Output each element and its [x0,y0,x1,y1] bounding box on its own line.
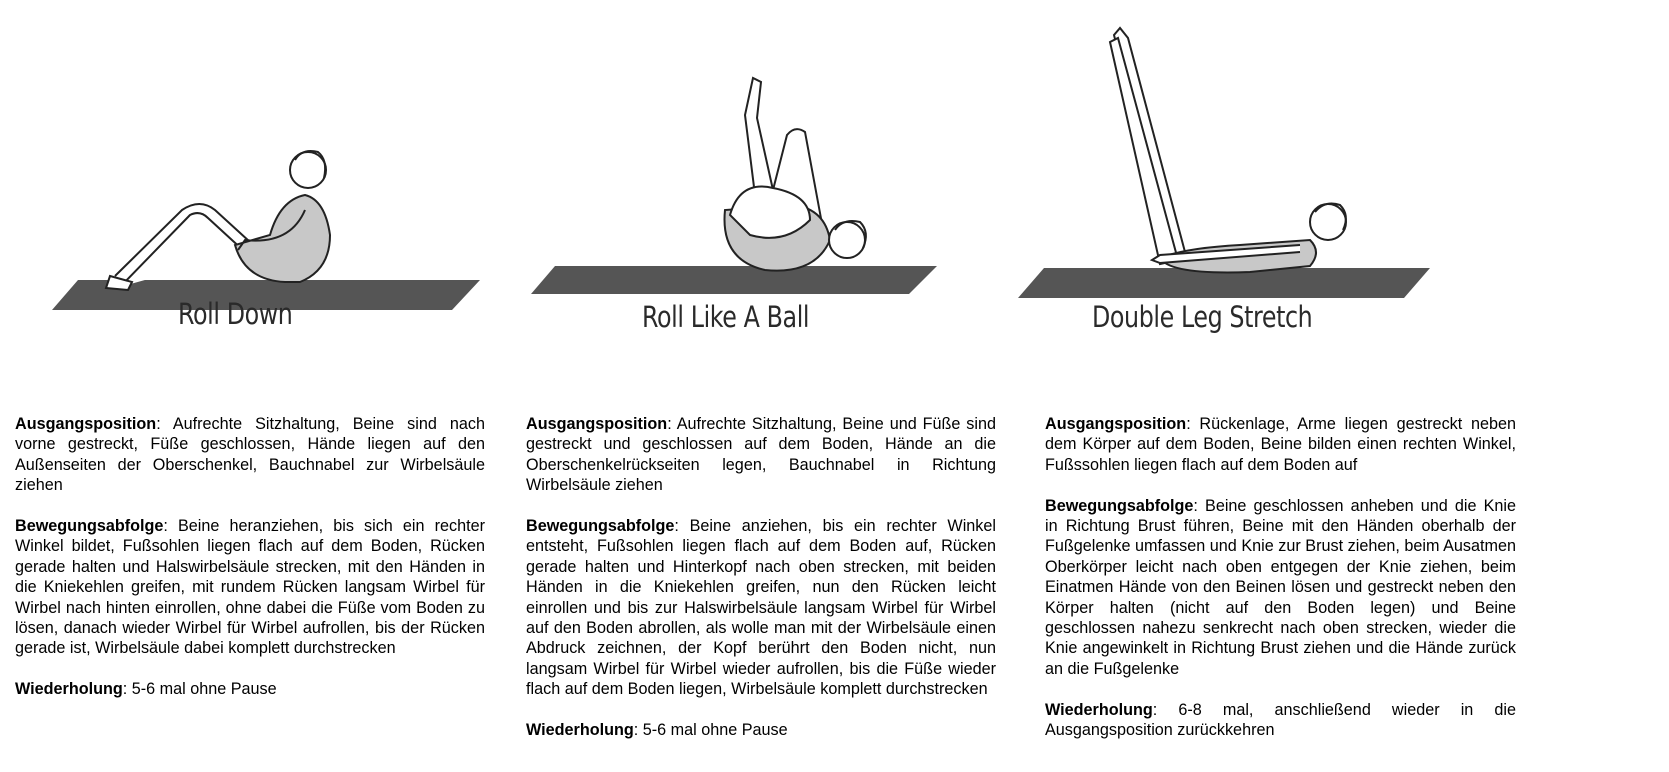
start-position-paragraph [526,414,996,496]
repetition-label: Wiederholung [15,680,123,699]
repetition-text: : 6-8 mal, anschließend wieder in die Ausgangsposition zurückkehren [1045,700,1516,740]
exercise-caption: Roll Down [178,297,293,331]
start-position-text: : Aufrechte Sitzhaltung, Beine sind nach vorne gestreckt, Füße geschlossen, Hände liegen auf den Außenseiten der Oberschenkel, Bauchnabel zur Wirbelsäule ziehen [15,415,485,495]
double-leg-stretch-illustration [1010,20,1450,305]
exercise-mat [531,266,937,294]
motion-sequence-paragraph [15,516,485,659]
exercise-description-roll-like-a-ball [526,414,996,761]
motion-sequence-paragraph [526,516,996,700]
torso [235,195,330,282]
leg [1110,38,1178,264]
head [290,152,326,188]
start-position-paragraph [15,414,485,496]
exercise-caption: Double Leg Stretch [1092,300,1313,334]
repetition-text: : 5-6 mal ohne Pause [633,721,788,740]
repetition-label: Wiederholung [1045,700,1153,719]
motion-sequence-label: Bewegungsabfolge [1045,496,1194,515]
start-position-text: : Rückenlage, Arme liegen gestreckt neben dem Körper auf dem Boden, Beine bilden einen rechten Winkel, Fußssohlen liegen flach auf dem Boden auf [1045,415,1516,474]
motion-sequence-text: : Beine heranziehen, bis sich ein rechter Winkel bildet, Fußsohlen liegen flach auf dem Boden, Rücken gerade halten und Halswirbelsäule strecken, mit den Händen in die Kniekehlen greifen, mit rundem Rücken langsam Wirbel für Wirbel nach hinten einrollen, ohne dabei die Füße vom Boden zu lösen, danach wieder Wirbel für Wirbel aufrollen, bis der Rücken gerade ist, Wirbelsäule dabei komplett durchstrecken [15,517,485,658]
motion-sequence-label: Bewegungsabfolge [15,517,164,536]
motion-sequence-label: Bewegungsabfolge [526,517,675,536]
motion-sequence-text: : Beine anziehen, bis ein rechter Winkel entsteht, Fußsohlen liegen flach auf dem Boden auf, Rücken gerade halten und Hinterkopf nach oben strecken, mit beiden Händen in die Kniekehlen greifen, nun den Rücken leicht einrollen und bis zur Halswirbelsäule langsam Wirbel für Wirbel auf den Boden abrollen, als wolle man mit der Wirbelsäule einen Abdruck zeichnen, der Kopf berührt den Boden nicht, nun langsam Wirbel für Wirbel wieder aufrollen, bis die Füße wieder flach auf dem Boden liegen, Wirbelsäule komplett durchstrecken [526,517,996,699]
head [829,222,865,258]
exercise-caption: Roll Like A Ball [642,300,810,334]
start-position-label: Ausgangsposition [1045,415,1187,433]
exercise-description-roll-down [15,414,485,720]
start-position-paragraph [1045,414,1516,475]
motion-sequence-paragraph [1045,496,1516,680]
exercise-description-double-leg-stretch [1045,414,1516,761]
head [1310,204,1346,240]
roll-like-a-ball-illustration [525,70,945,310]
leg [745,78,773,195]
repetition-text: : 5-6 mal ohne Pause [122,680,277,699]
start-position-text: : Aufrechte Sitzhaltung, Beine und Füße sind gestreckt und geschlossen auf dem Boden, Hände an die Oberschenkelrückseiten legen, Bauchnabel in Richtung Wirbelsäule ziehen [526,415,996,495]
leg [120,213,245,287]
repetition-paragraph [1045,700,1516,741]
start-position-label: Ausgangsposition [15,415,157,433]
repetition-paragraph [15,679,485,699]
roll-down-illustration [40,140,500,310]
start-position-label: Ausgangsposition [526,415,668,433]
repetition-paragraph [526,720,996,740]
repetition-label: Wiederholung [526,721,634,740]
motion-sequence-text: : Beine geschlossen anheben und die Knie in Richtung Brust führen, Beine mit den Händen oberhalb der Fußgelenke umfassen und Knie zur Brust ziehen, beim Ausatmen Oberkörper leicht nach oben entgegen der Knie ziehen, beim Einatmen Hände von den Beinen lösen und gestreckt neben den Körper halten (nicht auf den Boden legen) und Beine geschlossen nahezu senkrecht nach oben strecken, wieder die Knie angewinkelt in Richtung Brust ziehen und die Hände zurück an die Fußgelenke [1045,496,1516,678]
